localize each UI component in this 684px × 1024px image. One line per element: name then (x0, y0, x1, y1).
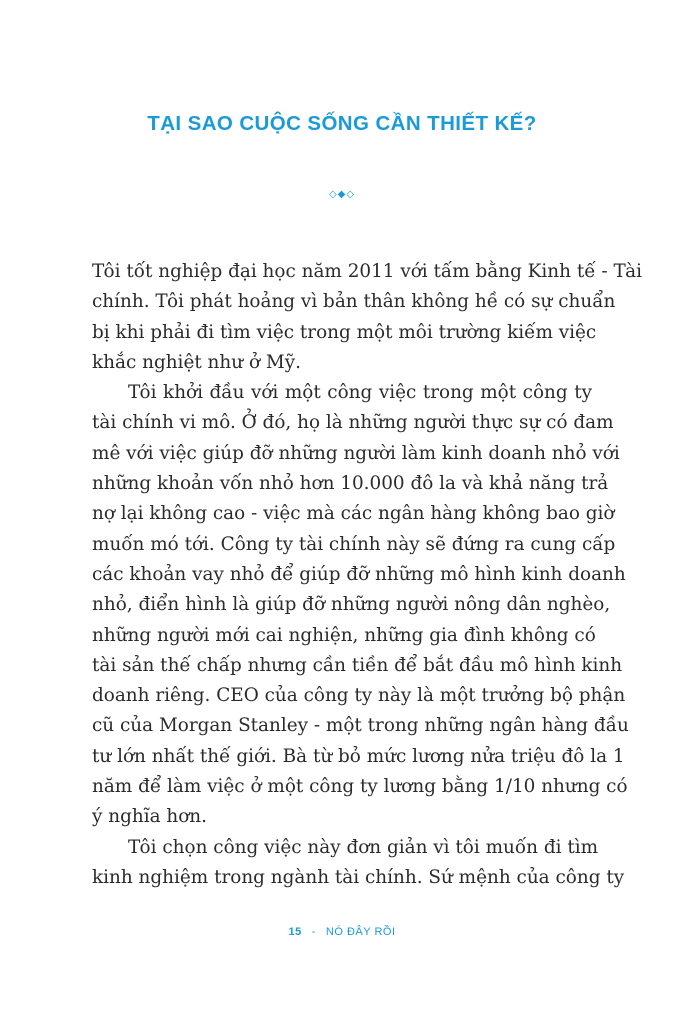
text-line: khắc nghiệt như ở Mỹ. (92, 351, 301, 373)
text-line: cũ của Morgan Stanley - một trong những ngân hàng đầu (92, 715, 629, 737)
running-title: NÓ ĐÂY RỒI (325, 926, 396, 938)
text-line: muốn mó tới. Công ty tài chính này sẽ đứng ra cung cấp (92, 533, 616, 555)
text-line: những người mới cai nghiện, những gia đình không có (92, 624, 596, 646)
chapter-title: TẠI SAO CUỘC SỐNG CẦN THIẾT KẾ? (147, 112, 537, 135)
text-line: Tôi chọn công việc này đơn giản vì tôi muốn đi tìm (128, 836, 599, 858)
text-line: Tôi tốt nghiệp đại học năm 2011 với tấm bằng Kinh tế - Tài (92, 261, 643, 282)
text-line: doanh riêng. CEO của công ty này là một trưởng bộ phận (92, 685, 626, 707)
text-line: kinh nghiệm trong ngành tài chính. Sứ mệnh của công ty (92, 866, 625, 888)
text-line: ý nghĩa hơn. (92, 806, 207, 828)
diamond-ornament-icon: ◇◆◇ (328, 189, 356, 200)
text-line: những khoản vốn nhỏ hơn 10.000 đô la và khả năng trả (92, 473, 609, 495)
text-line: tài chính vi mô. Ở đó, họ là những người thực sự có đam (92, 412, 614, 434)
text-line: chính. Tôi phát hoảng vì bản thân không hề có sự chuẩn (92, 291, 616, 313)
text-line: tư lớn nhất thế giới. Bà từ bỏ mức lương nửa triệu đô la 1 (92, 745, 625, 767)
text-line: bị khi phải đi tìm việc trong một môi trường kiếm việc (92, 321, 597, 343)
page-number: 15 (288, 926, 302, 938)
text-line: nhỏ, điển hình là giúp đỡ những người nông dân nghèo, (92, 594, 611, 616)
text-line: nợ lại không cao - việc mà các ngân hàng không bao giờ (92, 503, 615, 525)
text-line: mê với việc giúp đỡ những người làm kinh doanh nhỏ với (92, 442, 620, 464)
text-line: tài sản thế chấp nhưng cần tiền để bắt đầu mô hình kinh (92, 654, 623, 676)
text-line: các khoản vay nhỏ để giúp đỡ những mô hình kinh doanh (92, 563, 626, 585)
page-footer (0, 926, 684, 938)
text-line: Tôi khởi đầu với một công việc trong một công ty (128, 382, 592, 404)
text-line: năm để làm việc ở một công ty lương bằng 1/10 nhưng có (92, 776, 628, 798)
body-text (92, 257, 643, 893)
footer-separator: - (311, 926, 316, 938)
